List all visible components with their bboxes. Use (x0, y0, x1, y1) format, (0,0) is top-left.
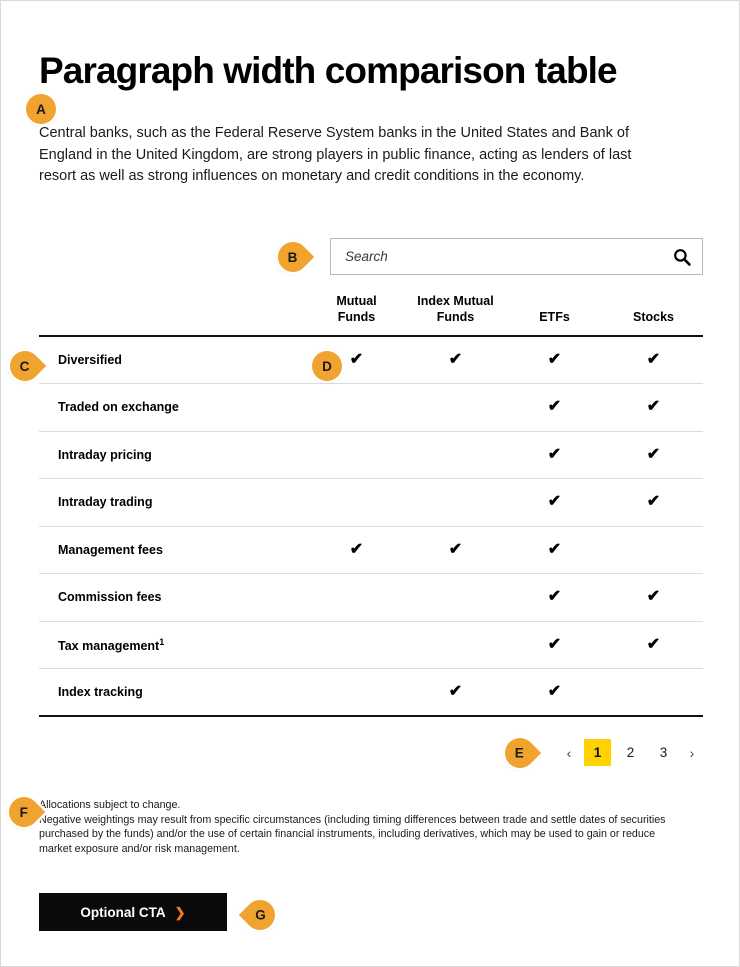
row-feature-label: Diversified (39, 336, 307, 384)
check-icon: ✔ (547, 635, 562, 653)
row-feature-label: Index tracking (39, 669, 307, 717)
table-row (39, 336, 703, 384)
cell-blank (406, 431, 505, 479)
table-row (39, 621, 703, 669)
row-feature-label: Traded on exchange (39, 384, 307, 432)
cell-check (505, 431, 604, 479)
cell-blank (307, 431, 406, 479)
cell-check (505, 526, 604, 574)
search-icon[interactable] (672, 247, 692, 267)
cell-check (406, 336, 505, 384)
cell-check (604, 336, 703, 384)
pagination-prev-icon[interactable]: ‹ (566, 744, 572, 761)
chevron-right-icon: ❯ (174, 904, 186, 920)
cta-label: Optional CTA (80, 904, 166, 920)
cell-blank (307, 479, 406, 527)
row-feature-label: Intraday pricing (39, 431, 307, 479)
pagination[interactable] (560, 739, 701, 766)
cell-blank (307, 384, 406, 432)
cell-check (406, 669, 505, 717)
cell-blank (406, 384, 505, 432)
cell-check (505, 336, 604, 384)
comparison-table (39, 293, 703, 717)
footnotes (39, 798, 687, 856)
check-icon: ✔ (646, 398, 661, 416)
table-header (39, 293, 703, 336)
cell-check (604, 574, 703, 622)
cell-check (604, 621, 703, 669)
page-title: Paragraph width comparison table (39, 50, 617, 91)
callout-label-d: D (322, 358, 332, 374)
check-icon: ✔ (646, 588, 661, 606)
check-icon: ✔ (349, 351, 364, 368)
footnote-marker: 1 (159, 636, 165, 647)
cell-check (604, 479, 703, 527)
footnote-line-2: Negative weightings may result from specific circumstances (including timing differences between trade and settle dates of securities purchased by the funds) and/or the use of certain financial instruments, including derivatives, which may be used to gain or reduce market exposure and/or risk management. (39, 813, 666, 855)
cell-check (307, 526, 406, 574)
table-row (39, 526, 703, 574)
check-icon: ✔ (547, 683, 562, 700)
check-icon: ✔ (349, 540, 364, 558)
cell-check (505, 384, 604, 432)
table-row (39, 384, 703, 432)
cell-blank (307, 574, 406, 622)
check-icon: ✔ (547, 445, 562, 463)
row-feature-label: Intraday trading (39, 479, 307, 527)
table-row (39, 479, 703, 527)
callout-label-b: B (288, 249, 298, 265)
cell-blank (406, 621, 505, 669)
callout-marker-g (239, 894, 281, 936)
table-row (39, 431, 703, 479)
table-row (39, 669, 703, 717)
column-header-index-mutual-funds: Index Mutual Funds (406, 293, 505, 336)
check-icon: ✔ (646, 493, 661, 511)
cell-check (406, 526, 505, 574)
callout-marker-e (499, 732, 541, 774)
check-icon: ✔ (547, 398, 562, 416)
cell-check (505, 574, 604, 622)
column-header-mutual-funds: Mutual Funds (307, 293, 406, 336)
table-header-row (39, 293, 703, 336)
check-icon: ✔ (448, 351, 463, 368)
optional-cta-button[interactable] (39, 893, 227, 931)
callout-label-f: F (19, 804, 29, 820)
table-row (39, 574, 703, 622)
cell-blank (604, 526, 703, 574)
cell-check (505, 669, 604, 717)
check-icon: ✔ (448, 683, 463, 700)
callout-marker-a (26, 94, 56, 124)
check-icon: ✔ (448, 540, 463, 558)
search-input[interactable] (343, 239, 672, 274)
column-header-stocks: Stocks (604, 293, 703, 336)
intro-paragraph: Central banks, such as the Federal Reserve System banks in the United States and Bank of England in the United Kingdom, are strong players in public finance, acting as lenders of last resort as well as strong influences on monetary and credit conditions in the economy. (39, 125, 632, 184)
search-box[interactable] (330, 238, 703, 275)
cell-blank (307, 669, 406, 717)
check-icon: ✔ (646, 635, 661, 653)
pagination-next-icon[interactable]: › (689, 744, 695, 761)
callout-label-c: C (20, 358, 30, 374)
row-feature-label: Management fees (39, 526, 307, 574)
check-icon: ✔ (547, 351, 562, 368)
cell-blank (406, 479, 505, 527)
callout-marker-d (312, 351, 342, 381)
row-feature-label: Commission fees (39, 574, 307, 622)
cell-check (604, 384, 703, 432)
check-icon: ✔ (547, 540, 562, 558)
pagination-page-3[interactable]: 3 (650, 739, 677, 766)
cell-blank (406, 574, 505, 622)
callout-marker-b (272, 236, 314, 278)
row-feature-label: Tax management$^1$ (39, 621, 307, 669)
pagination-page-2[interactable]: 2 (617, 739, 644, 766)
cell-check (604, 431, 703, 479)
callout-label-g: G (254, 907, 266, 923)
callout-label-e: E (515, 745, 525, 761)
callout-label-a: A (36, 101, 46, 117)
pagination-page-1[interactable]: 1 (584, 739, 611, 766)
column-header-feature (39, 293, 307, 336)
check-icon: ✔ (646, 351, 661, 368)
check-icon: ✔ (547, 493, 562, 511)
cell-blank (604, 669, 703, 717)
check-icon: ✔ (646, 445, 661, 463)
column-header-etfs: ETFs (505, 293, 604, 336)
cell-blank (307, 621, 406, 669)
cell-check (505, 621, 604, 669)
check-icon: ✔ (547, 588, 562, 606)
cell-check (505, 479, 604, 527)
footnote-line-1: Allocations subject to change. (39, 799, 181, 811)
table-body (39, 336, 703, 716)
